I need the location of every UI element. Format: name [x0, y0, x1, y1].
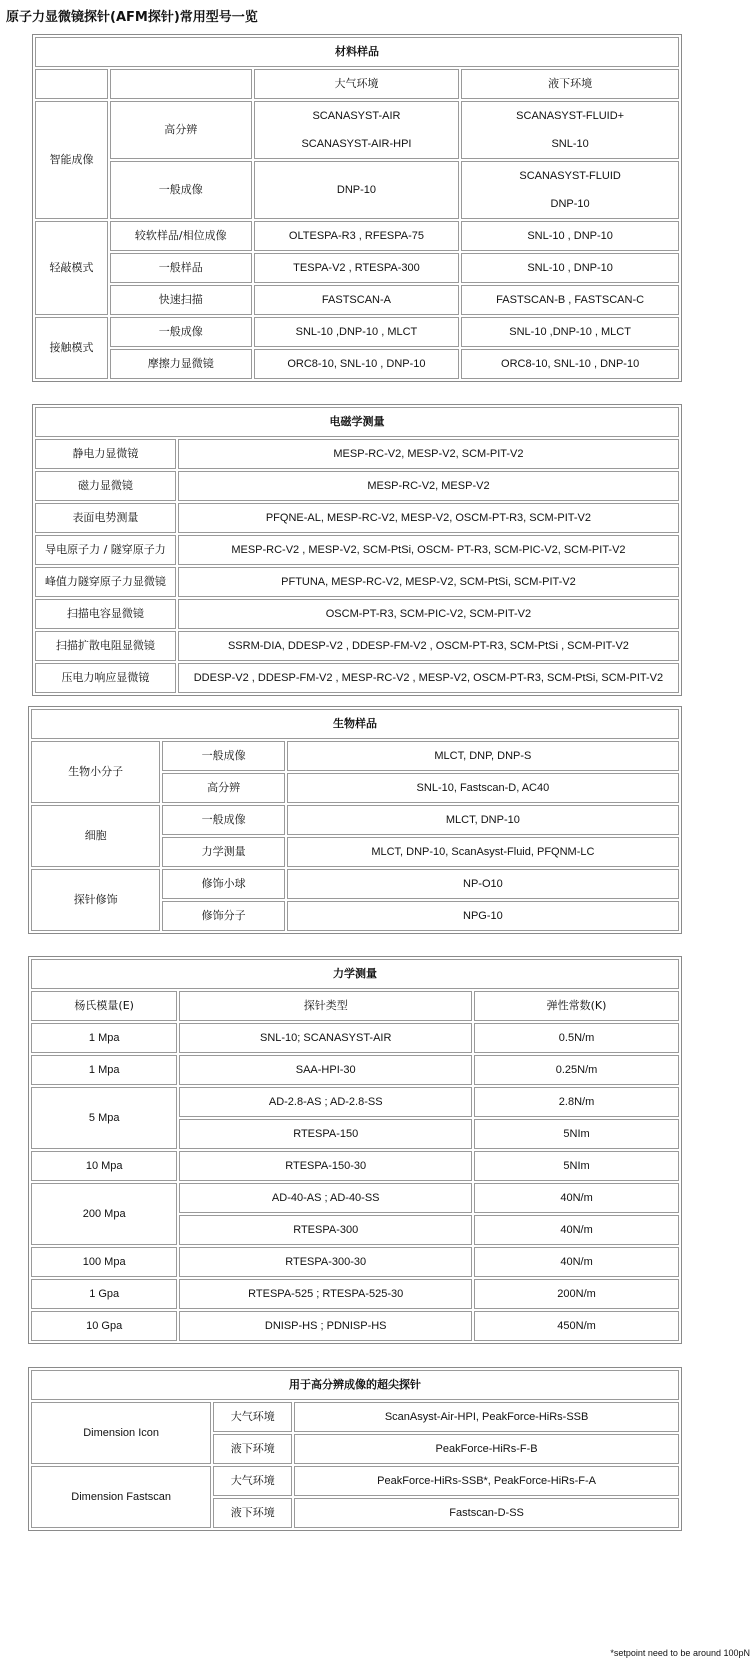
k-cell: 40N/m — [474, 1215, 679, 1245]
table-row — [31, 1023, 679, 1053]
cell-line: SCANASYST-FLUID+ — [516, 110, 625, 122]
electromagnetic-heading: 电磁学测量 — [35, 407, 679, 437]
table-cell: SNL-10 , DNP-10 — [461, 221, 679, 251]
probe-cell: RTESPA-150-30 — [179, 1151, 472, 1181]
table-cell: SNL-10 , DNP-10 — [461, 253, 679, 283]
row-label: 一般成像 — [162, 805, 284, 835]
table-row — [31, 1151, 679, 1181]
row-label: 静电力显微镜 — [35, 439, 176, 469]
table-row — [35, 69, 679, 99]
table-cell: MLCT, DNP-10, ScanAsyst-Fluid, PFQNM-LC — [287, 837, 679, 867]
table-row — [31, 1466, 679, 1496]
cell-line: SNL-10 — [551, 138, 589, 150]
empty-cell — [110, 69, 252, 99]
table-row — [35, 161, 679, 219]
table-row — [35, 631, 679, 661]
table-cell: OLTESPA-R3 , RFESPA-75 — [254, 221, 460, 251]
table-cell: ORC8-10, SNL-10 , DNP-10 — [461, 349, 679, 379]
materials-table — [32, 34, 682, 382]
sharp-heading: 用于高分辨成像的超尖探针 — [31, 1370, 679, 1400]
table-cell: ORC8-10, SNL-10 , DNP-10 — [254, 349, 460, 379]
group-label: 轻敲模式 — [35, 221, 108, 315]
table-cell: SSRM-DIA, DDESP-V2 , DDESP-FM-V2 , OSCM-PT-R3, SCM-PtSi , SCM-PIT-V2 — [178, 631, 679, 661]
materials-heading: 材料样品 — [35, 37, 679, 67]
table-cell: PFTUNA, MESP-RC-V2, MESP-V2, SCM-PtSi, SCM-PIT-V2 — [178, 567, 679, 597]
table-cell — [461, 161, 679, 219]
table-row — [31, 805, 679, 835]
row-label: 扫描电容显微镜 — [35, 599, 176, 629]
table-cell: NP-O10 — [287, 869, 679, 899]
row-label: 高分辨 — [110, 101, 252, 159]
table-row — [31, 709, 679, 739]
k-cell: 5NIm — [474, 1119, 679, 1149]
row-label: 一般成像 — [162, 741, 284, 771]
modulus-cell: 1 Mpa — [31, 1023, 177, 1053]
k-cell: 5NIm — [474, 1151, 679, 1181]
group-label: 接触模式 — [35, 317, 108, 379]
k-cell: 200N/m — [474, 1279, 679, 1309]
env-label: 大气环境 — [213, 1466, 292, 1496]
table-row — [31, 1087, 679, 1117]
row-label: 修饰分子 — [162, 901, 284, 931]
table-row — [31, 1055, 679, 1085]
probe-cell: RTESPA-300-30 — [179, 1247, 472, 1277]
table-row — [31, 1370, 679, 1400]
env-label: 液下环境 — [213, 1434, 292, 1464]
row-label: 摩擦力显微镜 — [110, 349, 252, 379]
table-cell: MLCT, DNP, DNP-S — [287, 741, 679, 771]
group-label: 细胞 — [31, 805, 160, 867]
row-label: 导电原子力 / 隧穿原子力 — [35, 535, 176, 565]
bio-heading: 生物样品 — [31, 709, 679, 739]
table-row — [31, 1311, 679, 1341]
column-header-liquid: 液下环境 — [461, 69, 679, 99]
table-cell: DDESP-V2 , DDESP-FM-V2 , MESP-RC-V2 , MESP-V2, OSCM-PT-R3, SCM-PtSi, SCM-PIT-V2 — [178, 663, 679, 693]
table-cell: MESP-RC-V2, MESP-V2, SCM-PIT-V2 — [178, 439, 679, 469]
sharp-probes-table — [28, 1367, 682, 1531]
env-label: 大气环境 — [213, 1402, 292, 1432]
row-label: 较软样品/相位成像 — [110, 221, 252, 251]
electromagnetic-table — [32, 404, 682, 696]
column-header-probe: 探针类型 — [179, 991, 472, 1021]
mechanics-table — [28, 956, 682, 1344]
table-row — [35, 663, 679, 693]
probe-cell: RTESPA-150 — [179, 1119, 472, 1149]
table-cell: FASTSCAN-B , FASTSCAN-C — [461, 285, 679, 315]
column-header-modulus: 杨氏模量(E) — [31, 991, 177, 1021]
table-row — [35, 221, 679, 251]
cell-line: DNP-10 — [550, 198, 590, 210]
column-header-k: 弹性常数(K) — [474, 991, 679, 1021]
table-row — [31, 1183, 679, 1213]
k-cell: 0.25N/m — [474, 1055, 679, 1085]
table-cell: TESPA-V2 , RTESPA-300 — [254, 253, 460, 283]
row-label: 快速扫描 — [110, 285, 252, 315]
modulus-cell: 200 Mpa — [31, 1183, 177, 1245]
row-label: 峰值力隧穿原子力显微镜 — [35, 567, 176, 597]
table-row — [31, 1279, 679, 1309]
modulus-cell: 100 Mpa — [31, 1247, 177, 1277]
row-label: 磁力显微镜 — [35, 471, 176, 501]
table-row — [31, 991, 679, 1021]
k-cell: 2.8N/m — [474, 1087, 679, 1117]
table-row — [31, 1402, 679, 1432]
table-row — [35, 317, 679, 347]
table-cell: ScanAsyst-Air-HPI, PeakForce-HiRs-SSB — [294, 1402, 679, 1432]
probe-cell: RTESPA-300 — [179, 1215, 472, 1245]
k-cell: 40N/m — [474, 1183, 679, 1213]
row-label: 修饰小球 — [162, 869, 284, 899]
k-cell: 40N/m — [474, 1247, 679, 1277]
footnote: *setpoint need to be around 100pN — [610, 1648, 750, 1658]
table-cell: SNL-10, Fastscan-D, AC40 — [287, 773, 679, 803]
row-label: 高分辨 — [162, 773, 284, 803]
table-row — [31, 1247, 679, 1277]
row-label: 扫描扩散电阻显微镜 — [35, 631, 176, 661]
modulus-cell: 10 Mpa — [31, 1151, 177, 1181]
table-row — [35, 407, 679, 437]
k-cell: 450N/m — [474, 1311, 679, 1341]
row-label: 表面电势测量 — [35, 503, 176, 533]
probe-cell: AD-2.8-AS ; AD-2.8-SS — [179, 1087, 472, 1117]
group-label: 智能成像 — [35, 101, 108, 219]
table-row — [35, 567, 679, 597]
table-cell — [461, 101, 679, 159]
table-cell — [254, 101, 460, 159]
empty-cell — [35, 69, 108, 99]
group-label: 生物小分子 — [31, 741, 160, 803]
probe-cell: SAA-HPI-30 — [179, 1055, 472, 1085]
table-cell: PeakForce-HiRs-F-B — [294, 1434, 679, 1464]
table-row — [35, 439, 679, 469]
table-row — [35, 599, 679, 629]
table-cell: PeakForce-HiRs-SSB*, PeakForce-HiRs-F-A — [294, 1466, 679, 1496]
column-header-air: 大气环境 — [254, 69, 460, 99]
row-label: 压电力响应显微镜 — [35, 663, 176, 693]
probe-cell: RTESPA-525 ; RTESPA-525-30 — [179, 1279, 472, 1309]
table-row — [35, 253, 679, 283]
table-row — [35, 349, 679, 379]
page-title: 原子力显微镜探针(AFM探针)常用型号一览 — [6, 10, 258, 25]
cell-line: SCANASYST-FLUID — [519, 170, 621, 182]
probe-cell: AD-40-AS ; AD-40-SS — [179, 1183, 472, 1213]
table-row — [35, 471, 679, 501]
table-row — [35, 101, 679, 159]
row-label: 一般成像 — [110, 161, 252, 219]
table-cell: FASTSCAN-A — [254, 285, 460, 315]
table-cell: NPG-10 — [287, 901, 679, 931]
modulus-cell: 1 Gpa — [31, 1279, 177, 1309]
table-row — [35, 535, 679, 565]
modulus-cell: 5 Mpa — [31, 1087, 177, 1149]
table-cell: OSCM-PT-R3, SCM-PIC-V2, SCM-PIT-V2 — [178, 599, 679, 629]
table-cell: SNL-10 ,DNP-10 , MLCT — [254, 317, 460, 347]
table-row — [35, 285, 679, 315]
table-cell: PFQNE-AL, MESP-RC-V2, MESP-V2, OSCM-PT-R3, SCM-PIT-V2 — [178, 503, 679, 533]
row-label: 一般样品 — [110, 253, 252, 283]
table-row — [31, 869, 679, 899]
table-cell: DNP-10 — [254, 161, 460, 219]
table-cell: SNL-10 ,DNP-10 , MLCT — [461, 317, 679, 347]
k-cell: 0.5N/m — [474, 1023, 679, 1053]
group-label: 探针修饰 — [31, 869, 160, 931]
table-row — [35, 37, 679, 67]
table-row — [31, 959, 679, 989]
bio-table — [28, 706, 682, 934]
table-row — [35, 503, 679, 533]
table-cell: MESP-RC-V2, MESP-V2 — [178, 471, 679, 501]
cell-line: SCANASYST-AIR — [312, 110, 401, 122]
env-label: 液下环境 — [213, 1498, 292, 1528]
table-cell: MESP-RC-V2 , MESP-V2, SCM-PtSi, OSCM- PT-R3, SCM-PIC-V2, SCM-PIT-V2 — [178, 535, 679, 565]
instrument-label: Dimension Fastscan — [31, 1466, 211, 1528]
table-cell: MLCT, DNP-10 — [287, 805, 679, 835]
modulus-cell: 10 Gpa — [31, 1311, 177, 1341]
mechanics-heading: 力学测量 — [31, 959, 679, 989]
probe-cell: DNISP-HS ; PDNISP-HS — [179, 1311, 472, 1341]
table-cell: Fastscan-D-SS — [294, 1498, 679, 1528]
row-label: 一般成像 — [110, 317, 252, 347]
row-label: 力学测量 — [162, 837, 284, 867]
probe-cell: SNL-10; SCANASYST-AIR — [179, 1023, 472, 1053]
cell-line: SCANASYST-AIR-HPI — [301, 138, 412, 150]
table-row — [31, 741, 679, 771]
modulus-cell: 1 Mpa — [31, 1055, 177, 1085]
instrument-label: Dimension Icon — [31, 1402, 211, 1464]
